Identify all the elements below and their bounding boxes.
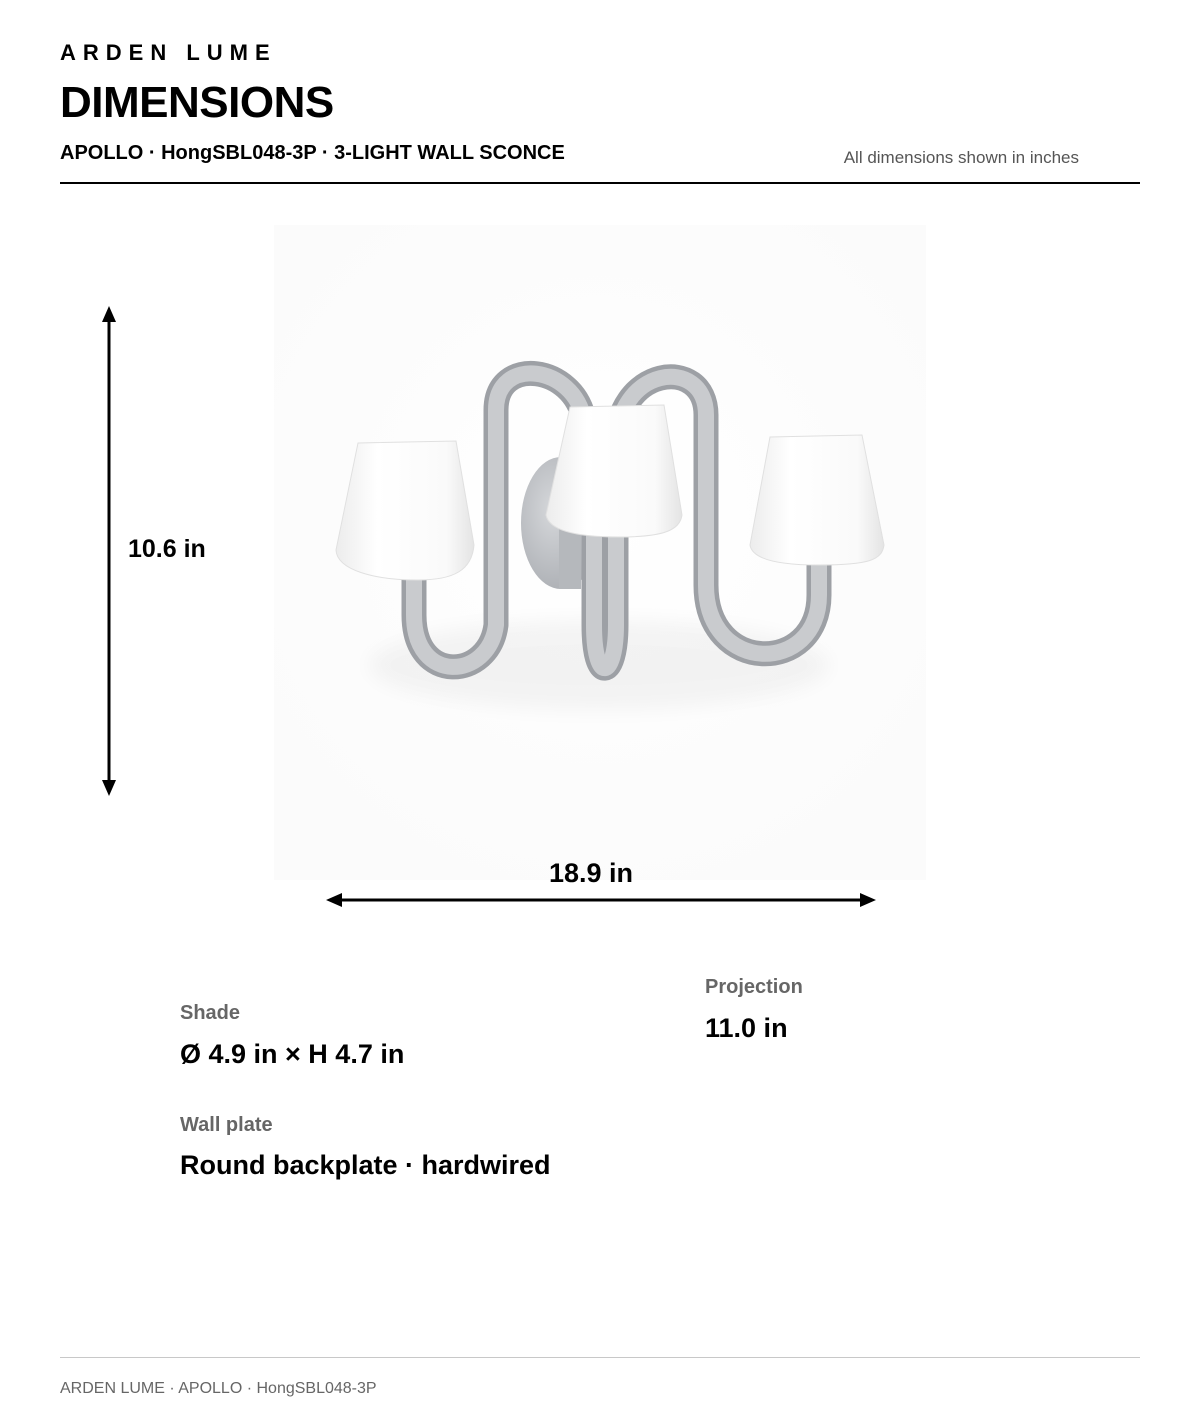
height-dimension-line [102,306,116,796]
projection-spec-label: Projection [705,976,803,998]
footer-divider [60,1357,1140,1358]
shade-spec-value: Ø 4.9 in × H 4.7 in [180,1039,405,1069]
page-title: DIMENSIONS [60,78,334,127]
header-divider [60,182,1140,184]
center-shade [546,405,682,537]
right-shade [750,435,884,565]
footer-text: ARDEN LUME · APOLLO · HongSBL048-3P [60,1380,377,1397]
left-shade [336,441,474,580]
product-subtitle: APOLLO · HongSBL048-3P · 3-LIGHT WALL SCONCE [60,142,565,164]
shade-spec-label: Shade [180,1002,241,1024]
width-dimension-line [326,893,876,907]
brand-name: ARDEN LUME [60,40,277,65]
units-note: All dimensions shown in inches [843,148,1079,167]
width-dimension-label: 18.9 in [549,858,634,888]
wall-plate-spec-label: Wall plate [180,1114,273,1136]
projection-spec-value: 11.0 in [705,1013,788,1043]
product-image [274,225,926,880]
wall-plate-spec-value: Round backplate · hardwired [180,1150,551,1180]
height-dimension-label: 10.6 in [128,535,206,563]
